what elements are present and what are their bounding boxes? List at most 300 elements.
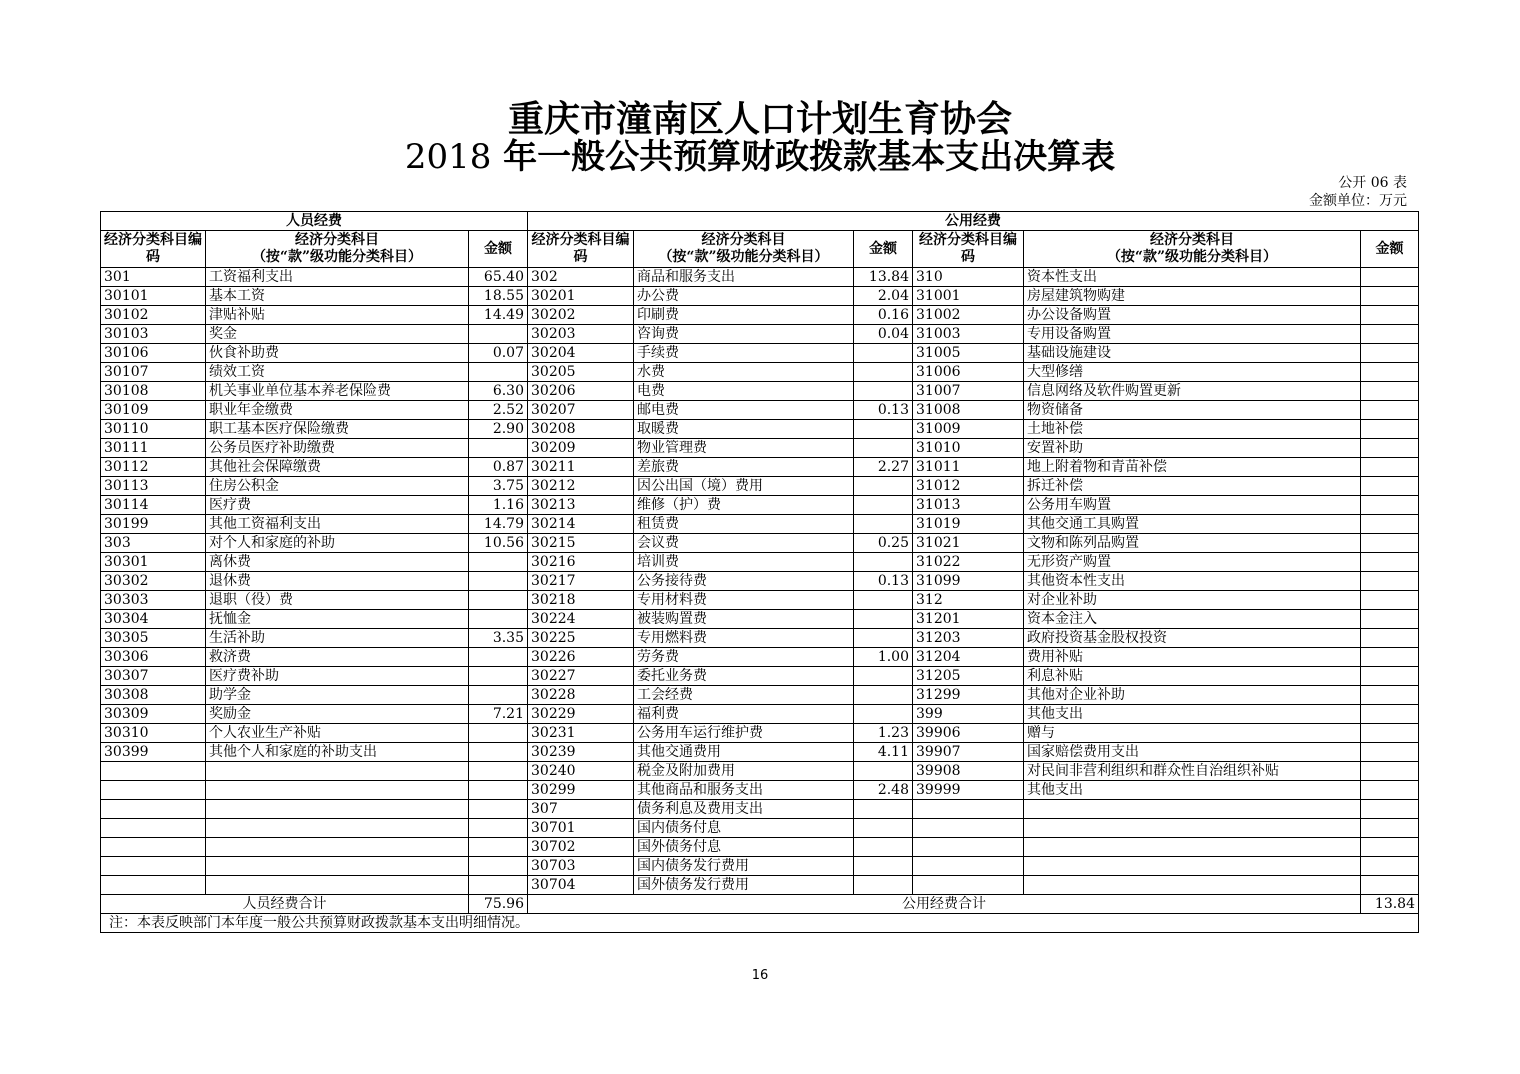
capital-name-cell: 赠与: [1024, 724, 1361, 743]
personnel-code-cell: [101, 800, 206, 819]
personnel-code-cell: 30304: [101, 610, 206, 629]
goods-name-cell: 邮电费: [634, 401, 854, 420]
capital-amount-cell: [1361, 648, 1419, 667]
personnel-amount-cell: [469, 800, 528, 819]
capital-amount-cell: [1361, 629, 1419, 648]
capital-name-cell: 专用设备购置: [1024, 325, 1361, 344]
personnel-amount-cell: 7.21: [469, 705, 528, 724]
personnel-code-cell: 30111: [101, 439, 206, 458]
personnel-name-cell: 对个人和家庭的补助: [206, 534, 469, 553]
capital-code-cell: 31299: [913, 686, 1024, 705]
personnel-code-cell: [101, 781, 206, 800]
personnel-amount-cell: 3.75: [469, 477, 528, 496]
goods-code-cell: 30201: [528, 287, 634, 306]
table-row: [101, 572, 1419, 591]
capital-amount-cell: [1361, 553, 1419, 572]
personnel-code-cell: 301: [101, 268, 206, 287]
goods-name-cell: 国外债务发行费用: [634, 876, 854, 895]
capital-amount-cell: [1361, 363, 1419, 382]
personnel-code-cell: 30199: [101, 515, 206, 534]
goods-amount-cell: 0.04: [854, 325, 913, 344]
personnel-code-cell: 30310: [101, 724, 206, 743]
personnel-name-cell: 绩效工资: [206, 363, 469, 382]
personnel-amount-cell: 10.56: [469, 534, 528, 553]
personnel-amount-cell: 2.90: [469, 420, 528, 439]
personnel-amount-cell: [469, 363, 528, 382]
table-row: [101, 306, 1419, 325]
goods-name-cell: 咨询费: [634, 325, 854, 344]
personnel-code-cell: [101, 838, 206, 857]
header-name-line2: （按“款”级功能分类科目）: [251, 249, 423, 265]
goods-code-cell: 30218: [528, 591, 634, 610]
goods-amount-cell: 13.84: [854, 268, 913, 287]
personnel-code-cell: 30305: [101, 629, 206, 648]
capital-name-cell: 政府投资基金股权投资: [1024, 629, 1361, 648]
personnel-amount-cell: 65.40: [469, 268, 528, 287]
personnel-name-cell: 个人农业生产补贴: [206, 724, 469, 743]
capital-code-cell: 31011: [913, 458, 1024, 477]
personnel-code-cell: 30110: [101, 420, 206, 439]
goods-amount-cell: [854, 344, 913, 363]
personnel-code-cell: 30102: [101, 306, 206, 325]
table-row: [101, 534, 1419, 553]
capital-code-cell: 310: [913, 268, 1024, 287]
capital-amount-cell: [1361, 306, 1419, 325]
capital-code-cell: 31021: [913, 534, 1024, 553]
goods-code-cell: 30231: [528, 724, 634, 743]
personnel-code-cell: 30112: [101, 458, 206, 477]
header-name-line1: 经济分类科目: [701, 232, 786, 248]
personnel-code-cell: 30303: [101, 591, 206, 610]
capital-name-cell: 地上附着物和青苗补偿: [1024, 458, 1361, 477]
personnel-name-cell: 奖金: [206, 325, 469, 344]
expenditure-table: [100, 211, 1419, 933]
goods-code-cell: 30228: [528, 686, 634, 705]
personnel-code-cell: [101, 857, 206, 876]
table-row: [101, 496, 1419, 515]
capital-amount-cell: [1361, 800, 1419, 819]
goods-name-cell: 国外债务付息: [634, 838, 854, 857]
table-row: [101, 724, 1419, 743]
capital-code-cell: 31008: [913, 401, 1024, 420]
goods-amount-cell: 1.23: [854, 724, 913, 743]
capital-amount-cell: [1361, 667, 1419, 686]
header-name: [1024, 231, 1361, 268]
capital-code-cell: 31203: [913, 629, 1024, 648]
header-amount: 金额: [469, 231, 528, 268]
report-title-line2: [0, 137, 1520, 177]
personnel-name-cell: 公务员医疗补助缴费: [206, 439, 469, 458]
personnel-name-cell: 其他社会保障缴费: [206, 458, 469, 477]
goods-amount-cell: [854, 686, 913, 705]
table-row: [101, 420, 1419, 439]
personnel-amount-cell: [469, 781, 528, 800]
goods-code-cell: 30212: [528, 477, 634, 496]
capital-code-cell: [913, 819, 1024, 838]
goods-name-cell: 取暖费: [634, 420, 854, 439]
personnel-name-cell: 机关事业单位基本养老保险费: [206, 382, 469, 401]
public-total-label: 公用经费合计: [528, 895, 1361, 914]
capital-amount-cell: [1361, 420, 1419, 439]
goods-amount-cell: 2.48: [854, 781, 913, 800]
personnel-code-cell: [101, 762, 206, 781]
goods-name-cell: 培训费: [634, 553, 854, 572]
goods-name-cell: 差旅费: [634, 458, 854, 477]
personnel-amount-cell: [469, 743, 528, 762]
capital-amount-cell: [1361, 686, 1419, 705]
table-row: [101, 629, 1419, 648]
goods-code-cell: 30704: [528, 876, 634, 895]
public-total-value: 13.84: [1361, 895, 1419, 914]
capital-name-cell: 文物和陈列品购置: [1024, 534, 1361, 553]
capital-code-cell: 31013: [913, 496, 1024, 515]
personnel-amount-cell: 14.79: [469, 515, 528, 534]
header-name-line2: （按“款”级功能分类科目）: [658, 249, 829, 265]
capital-code-cell: [913, 838, 1024, 857]
capital-name-cell: 物资储备: [1024, 401, 1361, 420]
personnel-code-cell: 30108: [101, 382, 206, 401]
goods-name-cell: 国内债务发行费用: [634, 857, 854, 876]
capital-code-cell: 31201: [913, 610, 1024, 629]
personnel-code-cell: 30113: [101, 477, 206, 496]
goods-amount-cell: [854, 857, 913, 876]
capital-code-cell: 39906: [913, 724, 1024, 743]
goods-code-cell: 30227: [528, 667, 634, 686]
capital-name-cell: 资本金注入: [1024, 610, 1361, 629]
personnel-name-cell: 其他工资福利支出: [206, 515, 469, 534]
capital-code-cell: 39907: [913, 743, 1024, 762]
personnel-name-cell: 医疗费: [206, 496, 469, 515]
table-row: [101, 515, 1419, 534]
capital-code-cell: 399: [913, 705, 1024, 724]
goods-name-cell: 办公费: [634, 287, 854, 306]
capital-name-cell: 基础设施建设: [1024, 344, 1361, 363]
goods-code-cell: 30224: [528, 610, 634, 629]
capital-name-cell: 其他交通工具购置: [1024, 515, 1361, 534]
capital-code-cell: 31001: [913, 287, 1024, 306]
goods-amount-cell: [854, 496, 913, 515]
capital-name-cell: 对民间非营利组织和群众性自治组织补贴: [1024, 762, 1361, 781]
personnel-total-label: 人员经费合计: [101, 895, 469, 914]
personnel-amount-cell: [469, 325, 528, 344]
goods-amount-cell: [854, 477, 913, 496]
capital-amount-cell: [1361, 572, 1419, 591]
personnel-amount-cell: [469, 857, 528, 876]
capital-code-cell: [913, 876, 1024, 895]
personnel-code-cell: 303: [101, 534, 206, 553]
capital-code-cell: [913, 800, 1024, 819]
goods-amount-cell: [854, 363, 913, 382]
personnel-amount-cell: [469, 686, 528, 705]
personnel-name-cell: [206, 857, 469, 876]
capital-amount-cell: [1361, 743, 1419, 762]
table-row: [101, 325, 1419, 344]
personnel-code-cell: 30114: [101, 496, 206, 515]
header-amount: 金额: [1361, 231, 1419, 268]
goods-code-cell: 30205: [528, 363, 634, 382]
header-name-line1: 经济分类科目: [295, 232, 379, 248]
capital-name-cell: [1024, 876, 1361, 895]
personnel-amount-cell: [469, 439, 528, 458]
personnel-amount-cell: [469, 724, 528, 743]
table-body: [101, 268, 1419, 895]
capital-name-cell: 拆迁补偿: [1024, 477, 1361, 496]
goods-amount-cell: 0.13: [854, 572, 913, 591]
goods-amount-cell: [854, 515, 913, 534]
capital-code-cell: 31019: [913, 515, 1024, 534]
goods-code-cell: 30215: [528, 534, 634, 553]
personnel-name-cell: 生活补助: [206, 629, 469, 648]
capital-amount-cell: [1361, 876, 1419, 895]
capital-amount-cell: [1361, 534, 1419, 553]
personnel-amount-cell: [469, 610, 528, 629]
capital-code-cell: 39908: [913, 762, 1024, 781]
goods-code-cell: 30209: [528, 439, 634, 458]
goods-amount-cell: [854, 610, 913, 629]
goods-amount-cell: [854, 439, 913, 458]
title-year: 2018: [404, 137, 492, 177]
goods-code-cell: 30240: [528, 762, 634, 781]
capital-amount-cell: [1361, 762, 1419, 781]
table-row: [101, 781, 1419, 800]
table-row: [101, 667, 1419, 686]
capital-code-cell: 31009: [913, 420, 1024, 439]
table-row: [101, 610, 1419, 629]
capital-amount-cell: [1361, 610, 1419, 629]
goods-name-cell: 租赁费: [634, 515, 854, 534]
personnel-code-cell: 30306: [101, 648, 206, 667]
personnel-name-cell: 其他个人和家庭的补助支出: [206, 743, 469, 762]
capital-amount-cell: [1361, 515, 1419, 534]
goods-code-cell: 30226: [528, 648, 634, 667]
goods-code-cell: 30299: [528, 781, 634, 800]
table-row: [101, 439, 1419, 458]
personnel-amount-cell: [469, 876, 528, 895]
personnel-code-cell: 30309: [101, 705, 206, 724]
personnel-name-cell: 伙食补助费: [206, 344, 469, 363]
section-public: 公用经费: [528, 212, 1419, 231]
goods-code-cell: 307: [528, 800, 634, 819]
goods-code-cell: 30702: [528, 838, 634, 857]
goods-name-cell: 公务接待费: [634, 572, 854, 591]
goods-name-cell: 国内债务付息: [634, 819, 854, 838]
note-row: [101, 914, 1419, 933]
personnel-name-cell: 奖励金: [206, 705, 469, 724]
capital-amount-cell: [1361, 325, 1419, 344]
goods-amount-cell: [854, 629, 913, 648]
capital-name-cell: 利息补贴: [1024, 667, 1361, 686]
table-row: [101, 876, 1419, 895]
personnel-amount-cell: 0.87: [469, 458, 528, 477]
personnel-name-cell: [206, 876, 469, 895]
table-row: [101, 762, 1419, 781]
capital-name-cell: 费用补贴: [1024, 648, 1361, 667]
table-row: [101, 838, 1419, 857]
personnel-name-cell: 职工基本医疗保险缴费: [206, 420, 469, 439]
capital-name-cell: 无形资产购置: [1024, 553, 1361, 572]
goods-amount-cell: 0.16: [854, 306, 913, 325]
goods-code-cell: 30202: [528, 306, 634, 325]
column-header-row: [101, 231, 1419, 268]
capital-code-cell: 31205: [913, 667, 1024, 686]
personnel-name-cell: 退休费: [206, 572, 469, 591]
capital-name-cell: 办公设备购置: [1024, 306, 1361, 325]
capital-amount-cell: [1361, 458, 1419, 477]
personnel-name-cell: 工资福利支出: [206, 268, 469, 287]
amount-unit: 金额单位：万元: [1309, 193, 1407, 209]
goods-name-cell: 债务利息及费用支出: [634, 800, 854, 819]
personnel-amount-cell: 3.35: [469, 629, 528, 648]
capital-name-cell: [1024, 819, 1361, 838]
goods-name-cell: 其他交通费用: [634, 743, 854, 762]
capital-name-cell: [1024, 838, 1361, 857]
capital-name-cell: 其他支出: [1024, 781, 1361, 800]
goods-name-cell: 电费: [634, 382, 854, 401]
personnel-code-cell: 30106: [101, 344, 206, 363]
totals-row: [101, 895, 1419, 914]
capital-amount-cell: [1361, 344, 1419, 363]
capital-amount-cell: [1361, 705, 1419, 724]
goods-code-cell: 30213: [528, 496, 634, 515]
goods-code-cell: 30216: [528, 553, 634, 572]
table-row: [101, 268, 1419, 287]
goods-code-cell: 30239: [528, 743, 634, 762]
personnel-code-cell: 30399: [101, 743, 206, 762]
goods-amount-cell: [854, 762, 913, 781]
header-name-line2: （按“款”级功能分类科目）: [1106, 249, 1278, 265]
goods-amount-cell: 2.04: [854, 287, 913, 306]
personnel-name-cell: 离休费: [206, 553, 469, 572]
personnel-code-cell: 30307: [101, 667, 206, 686]
title-rest: 年一般公共预算财政拨款基本支出决算表: [491, 137, 1116, 177]
personnel-amount-cell: [469, 819, 528, 838]
goods-name-cell: 福利费: [634, 705, 854, 724]
goods-code-cell: 30203: [528, 325, 634, 344]
capital-amount-cell: [1361, 401, 1419, 420]
capital-code-cell: 31003: [913, 325, 1024, 344]
goods-amount-cell: [854, 705, 913, 724]
table-code: 公开 06 表: [1338, 175, 1407, 191]
goods-amount-cell: [854, 553, 913, 572]
goods-name-cell: 专用燃料费: [634, 629, 854, 648]
personnel-name-cell: [206, 762, 469, 781]
capital-code-cell: [913, 857, 1024, 876]
section-header-row: [101, 212, 1419, 231]
capital-amount-cell: [1361, 439, 1419, 458]
personnel-amount-cell: [469, 591, 528, 610]
capital-name-cell: 安置补助: [1024, 439, 1361, 458]
personnel-code-cell: 30103: [101, 325, 206, 344]
personnel-amount-cell: [469, 838, 528, 857]
capital-name-cell: 公务用车购置: [1024, 496, 1361, 515]
capital-name-cell: 对企业补助: [1024, 591, 1361, 610]
goods-amount-cell: 0.25: [854, 534, 913, 553]
goods-name-cell: 工会经费: [634, 686, 854, 705]
capital-name-cell: [1024, 800, 1361, 819]
table-row: [101, 363, 1419, 382]
personnel-name-cell: 退职（役）费: [206, 591, 469, 610]
goods-name-cell: 劳务费: [634, 648, 854, 667]
capital-name-cell: 资本性支出: [1024, 268, 1361, 287]
table-row: [101, 382, 1419, 401]
capital-code-cell: 31099: [913, 572, 1024, 591]
goods-name-cell: 维修（护）费: [634, 496, 854, 515]
personnel-name-cell: 住房公积金: [206, 477, 469, 496]
goods-code-cell: 30214: [528, 515, 634, 534]
capital-amount-cell: [1361, 781, 1419, 800]
personnel-name-cell: 救济费: [206, 648, 469, 667]
personnel-amount-cell: [469, 667, 528, 686]
goods-amount-cell: [854, 382, 913, 401]
personnel-amount-cell: 18.55: [469, 287, 528, 306]
capital-code-cell: 39999: [913, 781, 1024, 800]
page-number: 16: [751, 968, 769, 983]
goods-code-cell: 30229: [528, 705, 634, 724]
personnel-name-cell: 基本工资: [206, 287, 469, 306]
goods-code-cell: 30211: [528, 458, 634, 477]
capital-amount-cell: [1361, 857, 1419, 876]
goods-code-cell: 302: [528, 268, 634, 287]
personnel-amount-cell: 2.52: [469, 401, 528, 420]
goods-amount-cell: [854, 591, 913, 610]
capital-name-cell: [1024, 857, 1361, 876]
section-personnel: 人员经费: [101, 212, 528, 231]
header-name: [206, 231, 469, 268]
personnel-amount-cell: 6.30: [469, 382, 528, 401]
table-row: [101, 705, 1419, 724]
goods-code-cell: 30701: [528, 819, 634, 838]
capital-amount-cell: [1361, 287, 1419, 306]
goods-amount-cell: 0.13: [854, 401, 913, 420]
capital-code-cell: 31007: [913, 382, 1024, 401]
capital-amount-cell: [1361, 268, 1419, 287]
table-row: [101, 591, 1419, 610]
personnel-name-cell: 职业年金缴费: [206, 401, 469, 420]
personnel-code-cell: 30302: [101, 572, 206, 591]
goods-name-cell: 商品和服务支出: [634, 268, 854, 287]
table-row: [101, 344, 1419, 363]
table-row: [101, 686, 1419, 705]
header-code: 经济分类科目编码: [101, 231, 206, 268]
goods-code-cell: 30703: [528, 857, 634, 876]
table-note: 注：本表反映部门本年度一般公共预算财政拨款基本支出明细情况。: [101, 914, 1419, 933]
personnel-name-cell: 抚恤金: [206, 610, 469, 629]
personnel-amount-cell: [469, 553, 528, 572]
goods-name-cell: 专用材料费: [634, 591, 854, 610]
goods-code-cell: 30204: [528, 344, 634, 363]
personnel-amount-cell: 14.49: [469, 306, 528, 325]
capital-amount-cell: [1361, 838, 1419, 857]
table-row: [101, 819, 1419, 838]
goods-amount-cell: [854, 876, 913, 895]
capital-code-cell: 31022: [913, 553, 1024, 572]
header-name: [634, 231, 854, 268]
personnel-name-cell: [206, 800, 469, 819]
capital-code-cell: 31005: [913, 344, 1024, 363]
personnel-name-cell: [206, 838, 469, 857]
goods-name-cell: 其他商品和服务支出: [634, 781, 854, 800]
capital-name-cell: 房屋建筑物购建: [1024, 287, 1361, 306]
capital-amount-cell: [1361, 724, 1419, 743]
table-row: [101, 743, 1419, 762]
header-amount: 金额: [854, 231, 913, 268]
capital-amount-cell: [1361, 382, 1419, 401]
table-row: [101, 458, 1419, 477]
capital-amount-cell: [1361, 477, 1419, 496]
table-row: [101, 648, 1419, 667]
goods-name-cell: 税金及附加费用: [634, 762, 854, 781]
goods-name-cell: 委托业务费: [634, 667, 854, 686]
